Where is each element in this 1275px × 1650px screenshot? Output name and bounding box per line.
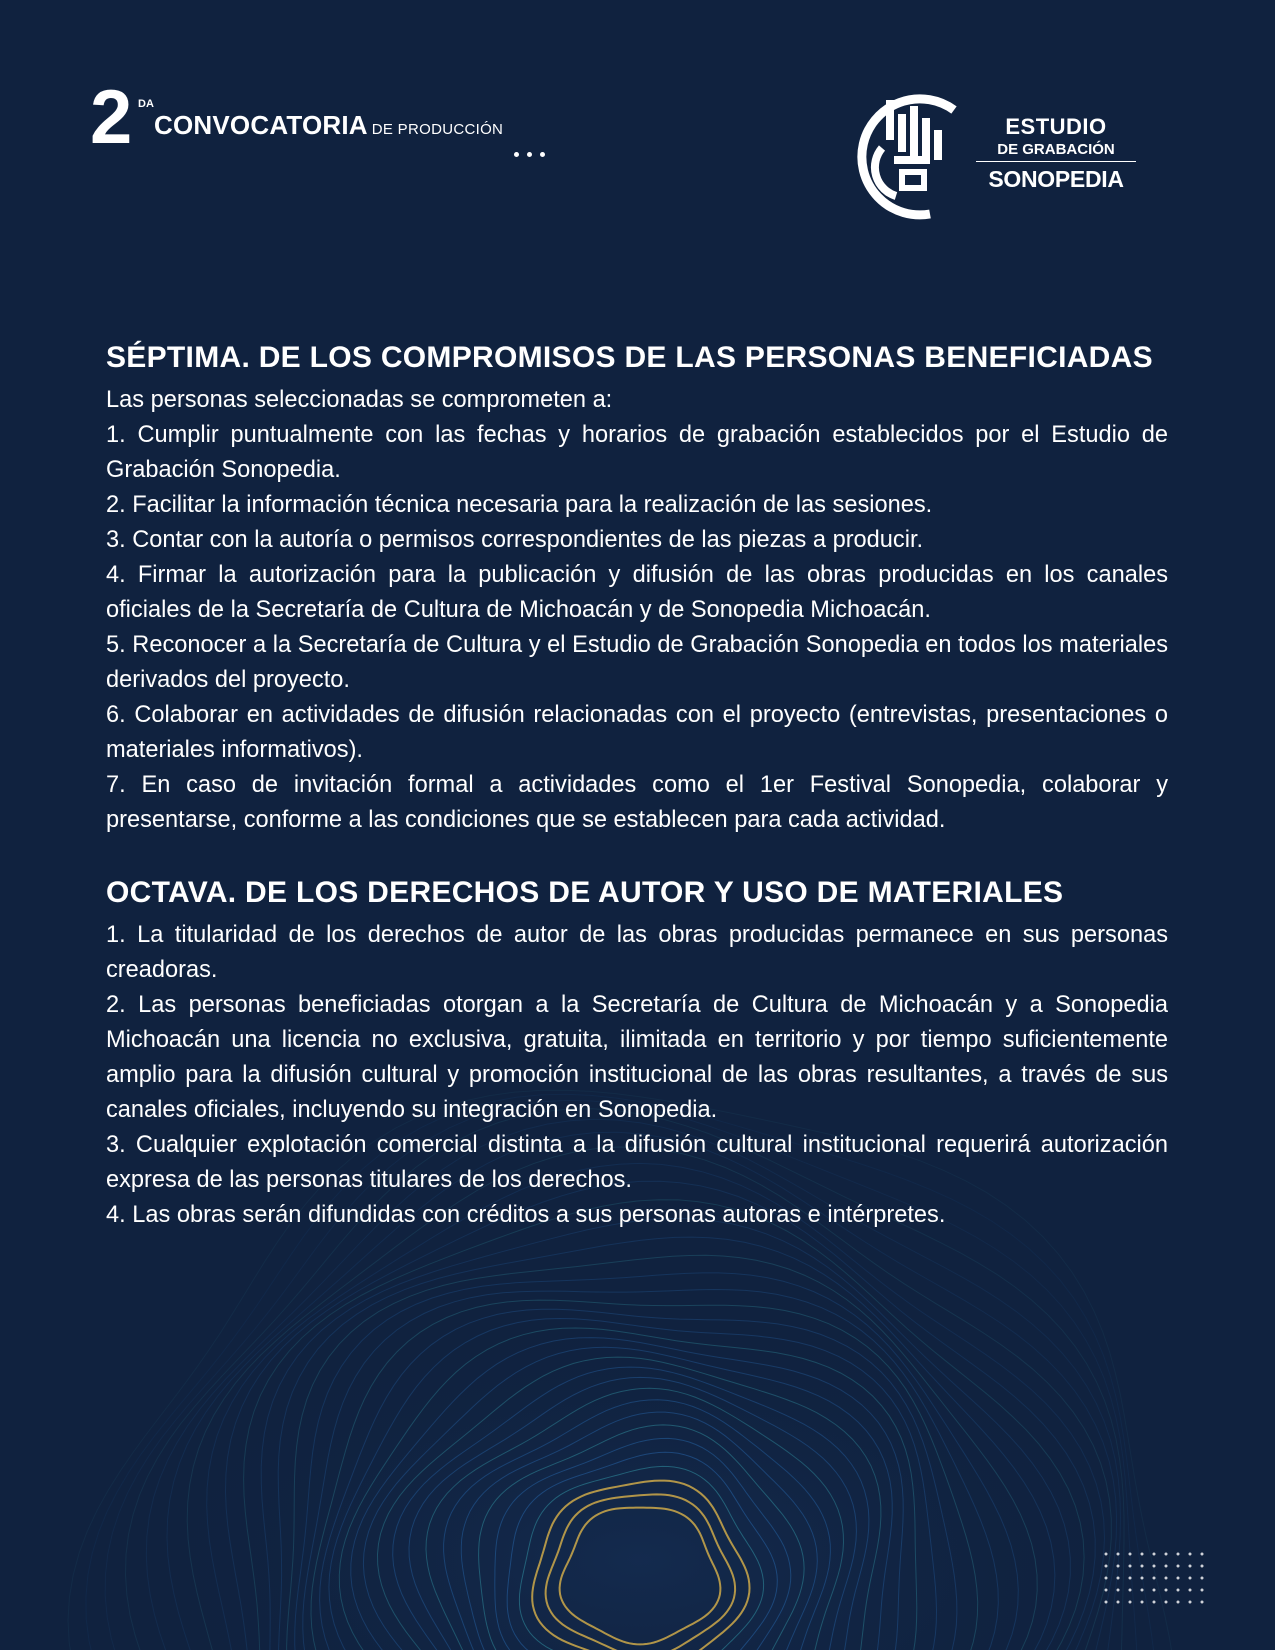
dot-grid-dot — [1141, 1589, 1144, 1592]
dot-grid-dot — [1129, 1577, 1132, 1580]
dot-grid-dot — [1141, 1601, 1144, 1604]
dot-grid-dot — [1105, 1565, 1108, 1568]
dot-grid-dot — [1141, 1565, 1144, 1568]
dot-grid-dot — [1177, 1577, 1180, 1580]
dot-grid-dot — [1105, 1589, 1108, 1592]
dot-grid-dot — [1105, 1553, 1108, 1556]
dot-grid-dot — [1189, 1577, 1192, 1580]
dot-grid-dot — [1177, 1601, 1180, 1604]
dot-grid-dot — [1129, 1601, 1132, 1604]
list-item: 2. Las personas beneficiadas otorgan a la Secretaría de Cultura de Michoacán y a Sonopedia Michoacán una licencia no exclusiva, gratuita, ilimitada en territorio y por tiempo suficientemente amplio para la difusión cultural y promoción institucional de las obras resultantes, a través de sus canales oficiales, incluyendo su integración en Sonopedia. — [106, 992, 1168, 1123]
dot-grid-dot — [1153, 1589, 1156, 1592]
dot-grid-dot — [1165, 1577, 1168, 1580]
list-item: 1. Cumplir puntualmente con las fechas y horarios de grabación establecidos por el Estudio de Grabación Sonopedia. — [106, 422, 1168, 483]
section-intro: Las personas seleccionadas se comprometen a: — [106, 387, 613, 413]
sonopedia-logo-icon — [844, 86, 974, 226]
dot-grid-dot — [1165, 1565, 1168, 1568]
dot-grid-dot — [1153, 1553, 1156, 1556]
dot-grid-dot — [1129, 1553, 1132, 1556]
logo-line-3: SONOPEDIA — [988, 166, 1124, 192]
dot-grid-dot — [1117, 1577, 1120, 1580]
list-item: 3. Contar con la autoría o permisos correspondientes de las piezas a producir. — [106, 527, 924, 553]
dot-grid-dot — [1129, 1565, 1132, 1568]
dot-grid-dot — [1177, 1565, 1180, 1568]
section-octava — [106, 874, 1168, 1233]
call-title-main: CONVOCATORIA — [154, 110, 368, 140]
dot-grid-dot — [1201, 1577, 1204, 1580]
dot-grid-dot — [1189, 1553, 1192, 1556]
dot-grid-dot — [1189, 1589, 1192, 1592]
call-title — [154, 110, 503, 141]
sonopedia-logo-text — [976, 116, 1136, 191]
call-title-sub: DE PRODUCCIÓN — [371, 121, 504, 138]
dot-grid-dot — [1165, 1601, 1168, 1604]
list-item: 5. Reconocer a la Secretaría de Cultura y el Estudio de Grabación Sonopedia en todos los materiales derivados del proyecto. — [106, 632, 1168, 693]
dot-grid-dot — [1177, 1553, 1180, 1556]
document-body — [106, 339, 1168, 1233]
logo-line-2: DE GRABACIÓN — [976, 142, 1136, 162]
dot-grid-dot — [1165, 1553, 1168, 1556]
dot-grid-dot — [1189, 1601, 1192, 1604]
dot-grid-dot — [1201, 1553, 1204, 1556]
edition-number: 2 — [90, 75, 131, 160]
section-title: SÉPTIMA. DE LOS COMPROMISOS DE LAS PERSONAS BENEFICIADAS — [106, 341, 1153, 374]
dot-grid-dot — [1201, 1601, 1204, 1604]
dot-grid-dot — [1129, 1589, 1132, 1592]
sonopedia-logo — [844, 86, 1144, 226]
dot-grid-dot — [1105, 1577, 1108, 1580]
section-septima — [106, 339, 1168, 838]
dot-grid-dot — [1201, 1589, 1204, 1592]
dot-grid-dot — [1117, 1553, 1120, 1556]
dot-grid-dot — [1153, 1577, 1156, 1580]
dot-grid-dot — [1105, 1601, 1108, 1604]
dot-grid-dot — [1153, 1565, 1156, 1568]
logo-line-1: ESTUDIO — [1005, 114, 1107, 139]
dot-grid-dot — [1141, 1577, 1144, 1580]
dot-grid-dot — [1165, 1589, 1168, 1592]
list-item: 2. Facilitar la información técnica necesaria para la realización de las sesiones. — [106, 492, 933, 518]
list-item: 4. Las obras serán difundidas con créditos a sus personas autoras e intérpretes. — [106, 1202, 946, 1228]
list-item: 4. Firmar la autorización para la publicación y difusión de las obras producidas en los canales oficiales de la Secretaría de Cultura de Michoacán y de Sonopedia Michoacán. — [106, 562, 1168, 623]
dot-grid-dot — [1153, 1601, 1156, 1604]
list-item: 3. Cualquier explotación comercial distinta a la difusión cultural institucional requerirá autorización expresa de las personas titulares de los derechos. — [106, 1132, 1168, 1193]
dot-grid-dot — [1117, 1565, 1120, 1568]
dot-grid-dot — [1201, 1565, 1204, 1568]
list-item: 7. En caso de invitación formal a actividades como el 1er Festival Sonopedia, colaborar y presentarse, conforme a las condiciones que se establecen para cada actividad. — [106, 772, 1168, 833]
edition-superscript: DA — [138, 98, 154, 110]
dot-grid-dot — [1141, 1553, 1144, 1556]
ellipsis-dots-icon — [514, 144, 553, 162]
section-title: OCTAVA. DE LOS DERECHOS DE AUTOR Y USO DE MATERIALES — [106, 876, 1064, 909]
dot-grid-dot — [1189, 1565, 1192, 1568]
dot-grid-dot — [1117, 1589, 1120, 1592]
dot-grid-dot — [1117, 1601, 1120, 1604]
dot-grid-dot — [1177, 1589, 1180, 1592]
list-item: 6. Colaborar en actividades de difusión relacionadas con el proyecto (entrevistas, presentaciones o materiales informativos). — [106, 702, 1168, 763]
list-item: 1. La titularidad de los derechos de autor de las obras producidas permanece en sus personas creadoras. — [106, 922, 1168, 983]
call-title-header — [90, 75, 570, 168]
